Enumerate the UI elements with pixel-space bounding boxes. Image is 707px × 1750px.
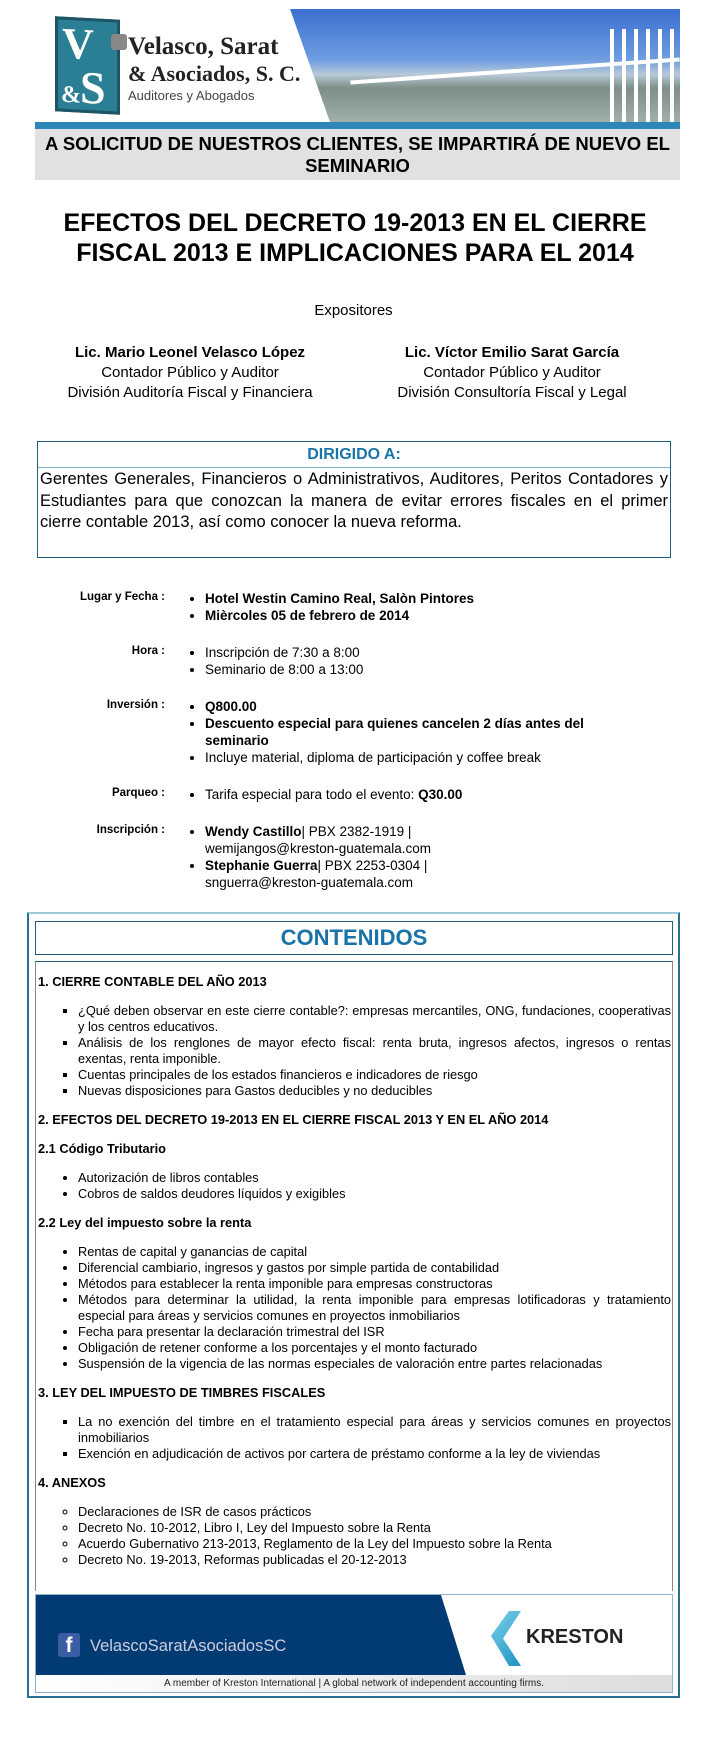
detail-investment xyxy=(40,698,660,766)
speaker-name: Lic. Víctor Emilio Sarat García xyxy=(404,344,620,361)
parking-text: Tarifa especial para todo el evento: xyxy=(205,787,419,802)
speaker-division: División Consultoría Fiscal y Legal xyxy=(397,384,627,401)
contact-info[interactable]: | PBX 2253-0304 | snguerra@kreston-guatemala.com xyxy=(205,858,428,890)
list-item: ◦ Decreto No. 10-2012, Libro I, Ley del Impuesto sobre la Renta xyxy=(78,1520,671,1536)
detail-label: Inscripción : xyxy=(96,824,165,836)
detail-item: • Descuento especial para quienes cancelen 2 días antes del seminario xyxy=(205,715,605,749)
speaker-name: Lic. Mario Leonel Velasco López xyxy=(74,344,306,361)
speaker-2 xyxy=(362,343,662,403)
detail-place xyxy=(40,590,660,624)
list-item: • Obligación de retener conforme a los porcentajes y el monto facturado xyxy=(78,1340,671,1356)
detail-item xyxy=(205,786,605,803)
detail-label: Inversión : xyxy=(106,699,165,711)
list-item: • Fecha para presentar la declaración trimestral del ISR xyxy=(78,1324,671,1340)
detail-item: • Hotel Westin Camino Real, Salòn Pintores xyxy=(205,590,605,607)
detail-label: Parqueo : xyxy=(111,787,165,799)
section-title: 2.1 Código Tributario xyxy=(38,1141,166,1156)
list-item: ▪ Exención en adjudicación de activos por cartera de préstamo conforme a la ley de viviendas xyxy=(78,1446,671,1462)
list-item: • Rentas de capital y ganancias de capital xyxy=(78,1244,671,1260)
audience-heading: DIRIGIDO A: xyxy=(38,442,670,468)
event-details xyxy=(40,590,660,911)
contents-body xyxy=(35,961,673,1591)
section-title: 1. CIERRE CONTABLE DEL AÑO 2013 xyxy=(38,974,267,989)
detail-item: • Seminario de 8:00 a 13:00 xyxy=(205,661,605,678)
firm-tagline: Auditores y Abogados xyxy=(128,88,255,103)
detail-time xyxy=(40,644,660,678)
contact xyxy=(205,823,525,857)
detail-item: • Incluye material, diploma de participación y coffee break xyxy=(205,749,605,766)
contents-heading: CONTENIDOS xyxy=(35,921,673,955)
section-title: 2. EFECTOS DEL DECRETO 19-2013 EN EL CIERRE FISCAL 2013 Y EN EL AÑO 2014 xyxy=(38,1112,549,1127)
list-item: • Suspensión de la vigencia de las normas especiales de valoración entre partes relacionadas xyxy=(78,1356,671,1372)
list-item: • Diferencial cambiario, ingresos y gastos por simple partida de contabilidad xyxy=(78,1260,671,1276)
list-item: ▪ Cuentas principales de los estados financieros e indicadores de riesgo xyxy=(78,1067,671,1083)
section-title: 2.2 Ley del impuesto sobre la renta xyxy=(38,1215,252,1230)
s1-list xyxy=(38,1003,671,1099)
detail-item: • Q800.00 xyxy=(205,698,605,715)
footer-tagline: A member of Kreston International | A global network of independent accounting firms. xyxy=(36,1675,672,1692)
speaker-division: División Auditoría Fiscal y Financiera xyxy=(67,384,313,401)
detail-parking xyxy=(40,786,660,803)
speaker-role: Contador Público y Auditor xyxy=(423,364,601,381)
firm-name-line2: & Asociados, S. C. xyxy=(128,61,301,86)
s3-list xyxy=(38,1414,671,1462)
detail-item: • Inscripción de 7:30 a 8:00 xyxy=(205,644,605,661)
detail-item: • Mièrcoles 05 de febrero de 2014 xyxy=(205,607,605,624)
list-item: ▪ ¿Qué deben observar en este cierre contable?: empresas mercantiles, ONG, fundaciones, cooperativas y los centros educativos. xyxy=(78,1003,671,1035)
list-item: ▪ La no exención del timbre en el tratamiento especial para áreas y servicios comunes en proyectos inmobiliarios xyxy=(78,1414,671,1446)
firm-logo: V & S xyxy=(55,16,120,114)
audience-text: Gerentes Generales, Financieros o Administrativos, Auditores, Peritos Contadores y Estudiantes para que conozcan la manera de evitar errores fiscales en el primer cierre contable 2013, así como conocer la nueva reforma. xyxy=(40,470,668,531)
contact-name: Wendy Castillo xyxy=(205,824,302,839)
s4-list xyxy=(38,1504,671,1568)
parking-price: Q30.00 xyxy=(418,787,463,802)
divider-bar xyxy=(35,122,680,129)
contact-name: Stephanie Guerra xyxy=(205,858,318,873)
footer-banner xyxy=(35,1594,673,1693)
detail-label: Hora : xyxy=(131,645,165,657)
facebook-icon[interactable]: f xyxy=(58,1633,80,1657)
announcement: A SOLICITUD DE NUESTROS CLIENTES, SE IMPARTIRÁ DE NUEVO EL SEMINARIO xyxy=(35,129,680,180)
speakers-heading: Expositores xyxy=(314,302,393,319)
list-item: • Cobros de saldos deudores líquidos y exigibles xyxy=(78,1186,671,1202)
list-item: • Métodos para establecer la renta imponible para empresas constructoras xyxy=(78,1276,671,1292)
contents-box xyxy=(27,912,680,1698)
bridge-photo xyxy=(290,9,680,122)
seminar-title: EFECTOS DEL DECRETO 19-2013 EN EL CIERRE FISCAL 2013 E IMPLICACIONES PARA EL 2014 xyxy=(63,209,647,267)
speaker-role: Contador Público y Auditor xyxy=(101,364,279,381)
header-banner xyxy=(35,9,680,122)
facebook-page-link[interactable]: VelascoSaratAsociadosSC xyxy=(90,1637,287,1655)
kreston-logo-icon xyxy=(491,1611,521,1666)
kreston-logo-text: KRESTON xyxy=(526,1626,624,1648)
contact-info[interactable]: | PBX 2382-1919 | wemijangos@kreston-guatemala.com xyxy=(205,824,432,856)
audience-box xyxy=(37,441,671,558)
contact xyxy=(205,857,525,891)
list-item: ▪ Nuevas disposiciones para Gastos deducibles y no deducibles xyxy=(78,1083,671,1099)
list-item: • Métodos para determinar la utilidad, la renta imponible para empresas lotificadoras y tratamiento especial para áreas y servicios comunes en proyectos inmobiliarios xyxy=(78,1292,671,1324)
list-item: ◦ Declaraciones de ISR de casos prácticos xyxy=(78,1504,671,1520)
detail-registration xyxy=(40,823,660,891)
logo-square-icon xyxy=(111,34,127,50)
speaker-1 xyxy=(40,343,340,403)
s21-list xyxy=(38,1170,671,1202)
list-item: • Autorización de libros contables xyxy=(78,1170,671,1186)
section-title: 3. LEY DEL IMPUESTO DE TIMBRES FISCALES xyxy=(38,1385,326,1400)
detail-label: Lugar y Fecha : xyxy=(80,591,165,603)
list-item: ◦ Acuerdo Gubernativo 213-2013, Reglamento de la Ley del Impuesto sobre la Renta xyxy=(78,1536,671,1552)
list-item: ▪ Análisis de los renglones de mayor efecto fiscal: renta bruta, ingresos afectos, ingresos o rentas exentas, renta imponible. xyxy=(78,1035,671,1067)
section-title: 4. ANEXOS xyxy=(38,1475,106,1490)
firm-name: Velasco, Sarat xyxy=(128,33,279,60)
list-item: ◦ Decreto No. 19-2013, Reformas publicadas el 20-12-2013 xyxy=(78,1552,671,1568)
s22-list xyxy=(38,1244,671,1372)
